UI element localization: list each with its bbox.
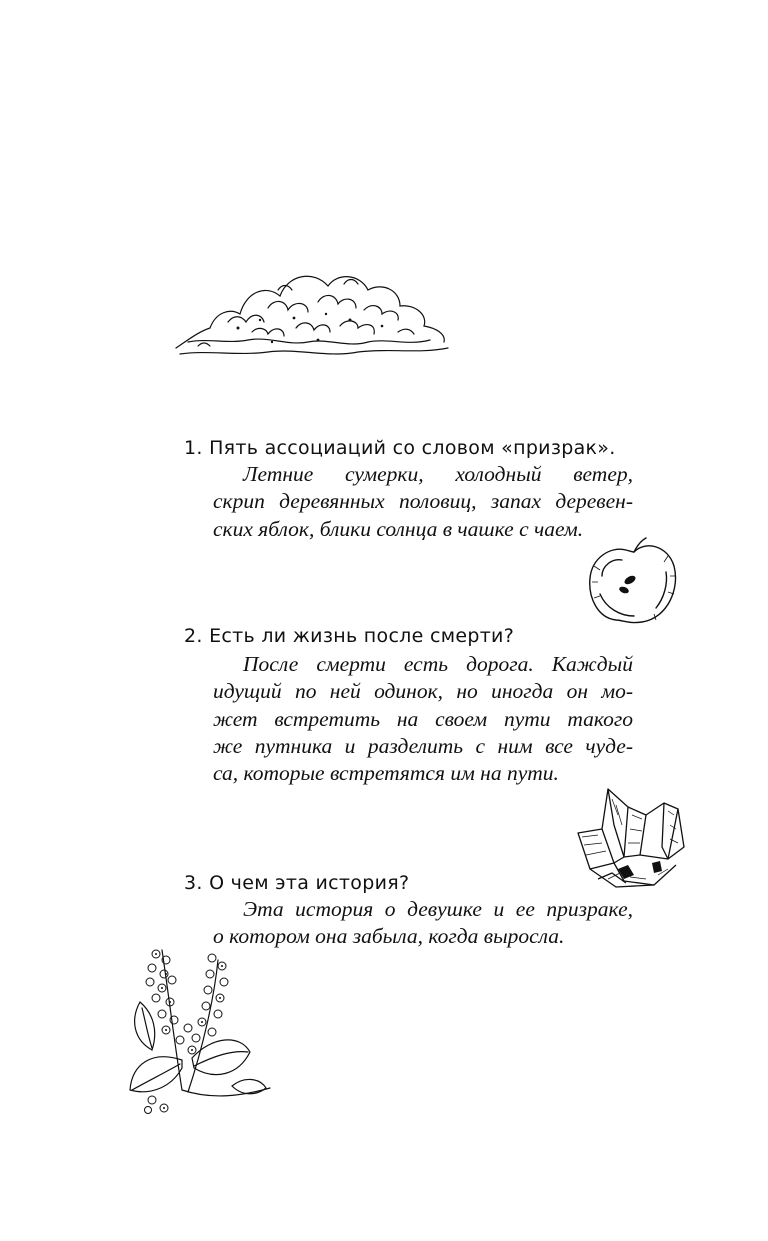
answer-1-line-2: скрип деревянных половиц, запах деревен- [213,489,633,514]
question-1-text: Пять ассоциаций со словом «призрак». [209,437,616,459]
cloud-icon [168,262,453,370]
answer-2-line-5: са, которые встретятся им на пути. [213,761,559,786]
answer-1-line-3: ских яблок, блики солнца в чашке с чаем. [213,516,584,541]
question-2-text: Есть ли жизнь после смерти? [209,625,515,647]
answer-2 [213,651,633,787]
answer-1 [213,461,633,543]
answer-2-line-2: идущий по ней одинок, но иногда он мо- [213,679,633,704]
answer-3 [213,896,633,951]
apple-half-icon [586,536,682,628]
answer-2-line-3: жет встретить на своем пути такого [213,706,633,731]
question-3 [184,872,644,894]
answer-1-line-1: Летние сумерки, холодный ветер, [243,462,633,486]
question-2 [184,625,644,647]
answer-3-line-1: Эта история о девушке и ее призраке, [243,897,633,921]
question-3-text: О чем эта история? [209,872,410,894]
answer-2-line-4: же путника и разделить с ним все чуде- [213,733,633,758]
question-1-number: 1. [184,437,203,459]
question-2-number: 2. [184,625,203,647]
answer-2-line-1: После смерти есть дорога. Каждый [243,652,633,676]
answer-3-line-2: о котором она забыла, когда выросла. [213,924,565,949]
lilac-branch-icon [122,940,274,1118]
question-3-number: 3. [184,872,203,894]
question-1 [184,437,644,459]
